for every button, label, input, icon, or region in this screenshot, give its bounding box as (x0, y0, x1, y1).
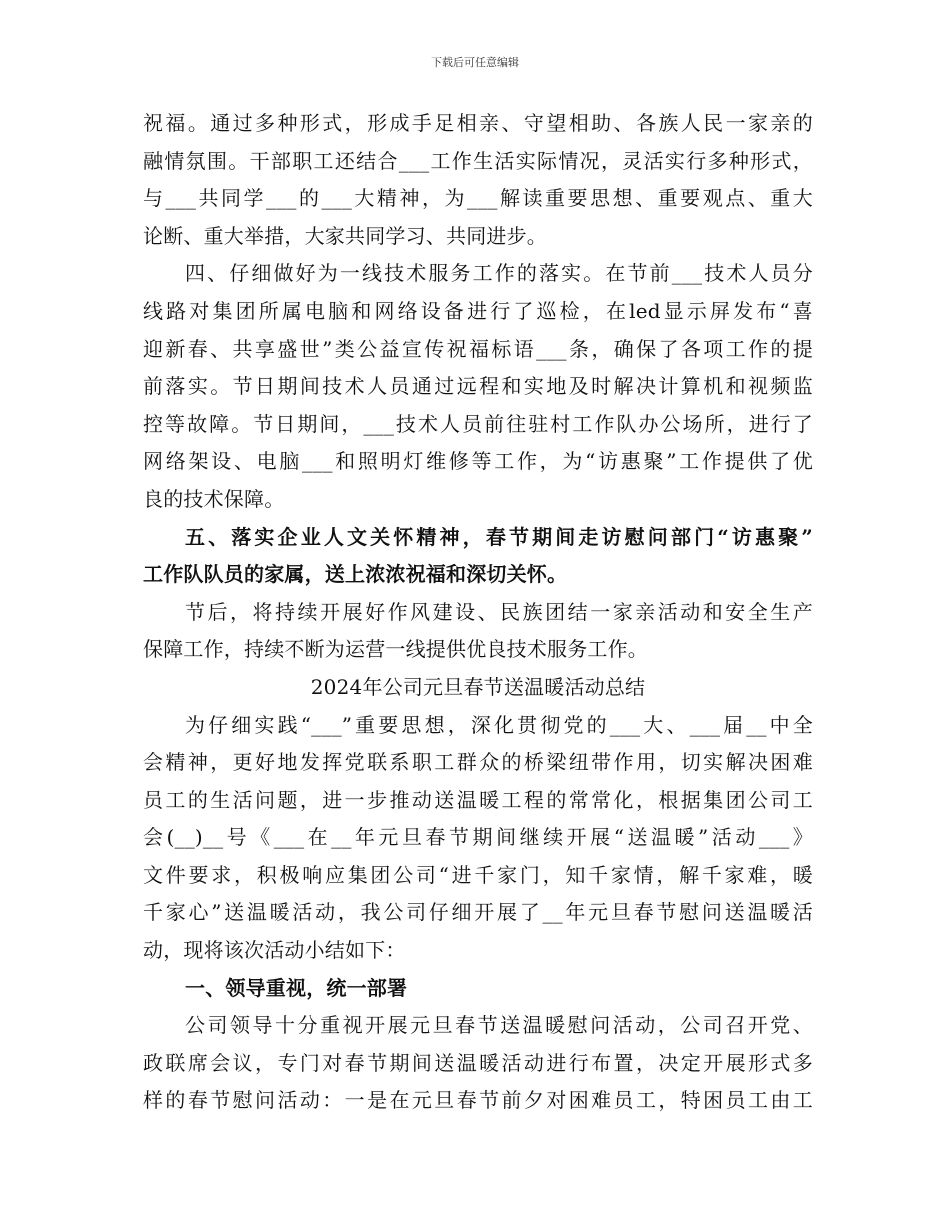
section-heading-line: 一、领导重视，统一部署 (185, 975, 408, 1000)
section-heading-line: 工作队队员的家属，送上浓浓祝福和深切关怀。 (143, 562, 568, 587)
paragraph-line: 与___共同学___的___大精神，为___解读重要思想、重要观点、重大 (143, 186, 813, 211)
paragraph-line: 良的技术保障。 (143, 486, 285, 511)
paragraph-line: 动，现将该次活动小结如下： (143, 938, 406, 963)
section-heading-line: 五、落实企业人文关怀精神，春节期间走访慰问部门“访惠聚” (185, 524, 813, 549)
paragraph-line: 节后，将持续开展好作风建设、民族团结一家亲活动和安全生产 (185, 599, 813, 624)
paragraph-line: 控等故障。节日期间，___技术人员前往驻村工作队办公场所，进行了 (143, 411, 813, 436)
paragraph-line: 公司领导十分重视开展元旦春节送温暖慰问活动，公司召开党、 (185, 1013, 813, 1038)
paragraph-line: 四、仔细做好为一线技术服务工作的落实。在节前___技术人员分 (185, 261, 813, 286)
paragraph-line: 员工的生活问题，进一步推动送温暖工程的常常化，根据集团公司工 (143, 787, 813, 812)
paragraph-line: 融情氛围。干部职工还结合___工作生活实际情况，灵活实行多种形式， (143, 148, 813, 173)
paragraph-line: 为仔细实践“___”重要思想，深化贯彻党的___大、___届__中全 (185, 712, 813, 737)
paragraph-line: 迎新春、共享盛世”类公益宣传祝福标语___条，确保了各项工作的提 (143, 336, 813, 361)
paragraph-line: 样的春节慰问活动：一是在元旦春节前夕对困难员工，特困员工由工 (143, 1088, 813, 1113)
document-body (143, 105, 813, 1120)
paragraph-line: 文件要求，积极响应集团公司“进千家门，知千家情，解千家难，暖 (143, 862, 813, 887)
paragraph-line: 网络架设、电脑___和照明灯维修等工作，为“访惠聚”工作提供了优 (143, 449, 813, 474)
paragraph-line: 线路对集团所属电脑和网络设备进行了巡检，在led显示屏发布“喜 (143, 298, 813, 323)
paragraph-line: 论断、重大举措，大家共同学习、共同进步。 (143, 223, 547, 248)
paragraph-line: 祝福。通过多种形式，形成手足相亲、守望相助、各族人民一家亲的 (143, 111, 813, 135)
paragraph-line: 千家心”送温暖活动，我公司仔细开展了__年元旦春节慰问送温暖活 (143, 900, 813, 925)
paragraph-line: 会精神，更好地发挥党联系职工群众的桥梁纽带作用，切实解决困难 (143, 750, 813, 775)
paragraph-line: 会(__)__号《___在__年元旦春节期间继续开展“送温暖”活动___》 (143, 825, 813, 850)
page-header: 下载后可任意编辑 (431, 56, 519, 69)
paragraph-line: 政联席会议，专门对春节期间送温暖活动进行布置，决定开展形式多 (143, 1050, 813, 1075)
paragraph-line: 前落实。节日期间技术人员通过远程和实地及时解决计算机和视频监 (143, 374, 813, 399)
paragraph-line: 保障工作，持续不断为运营一线提供优良技术服务工作。 (143, 637, 648, 662)
document-title: 2024年公司元旦春节送温暖活动总结 (310, 674, 646, 699)
